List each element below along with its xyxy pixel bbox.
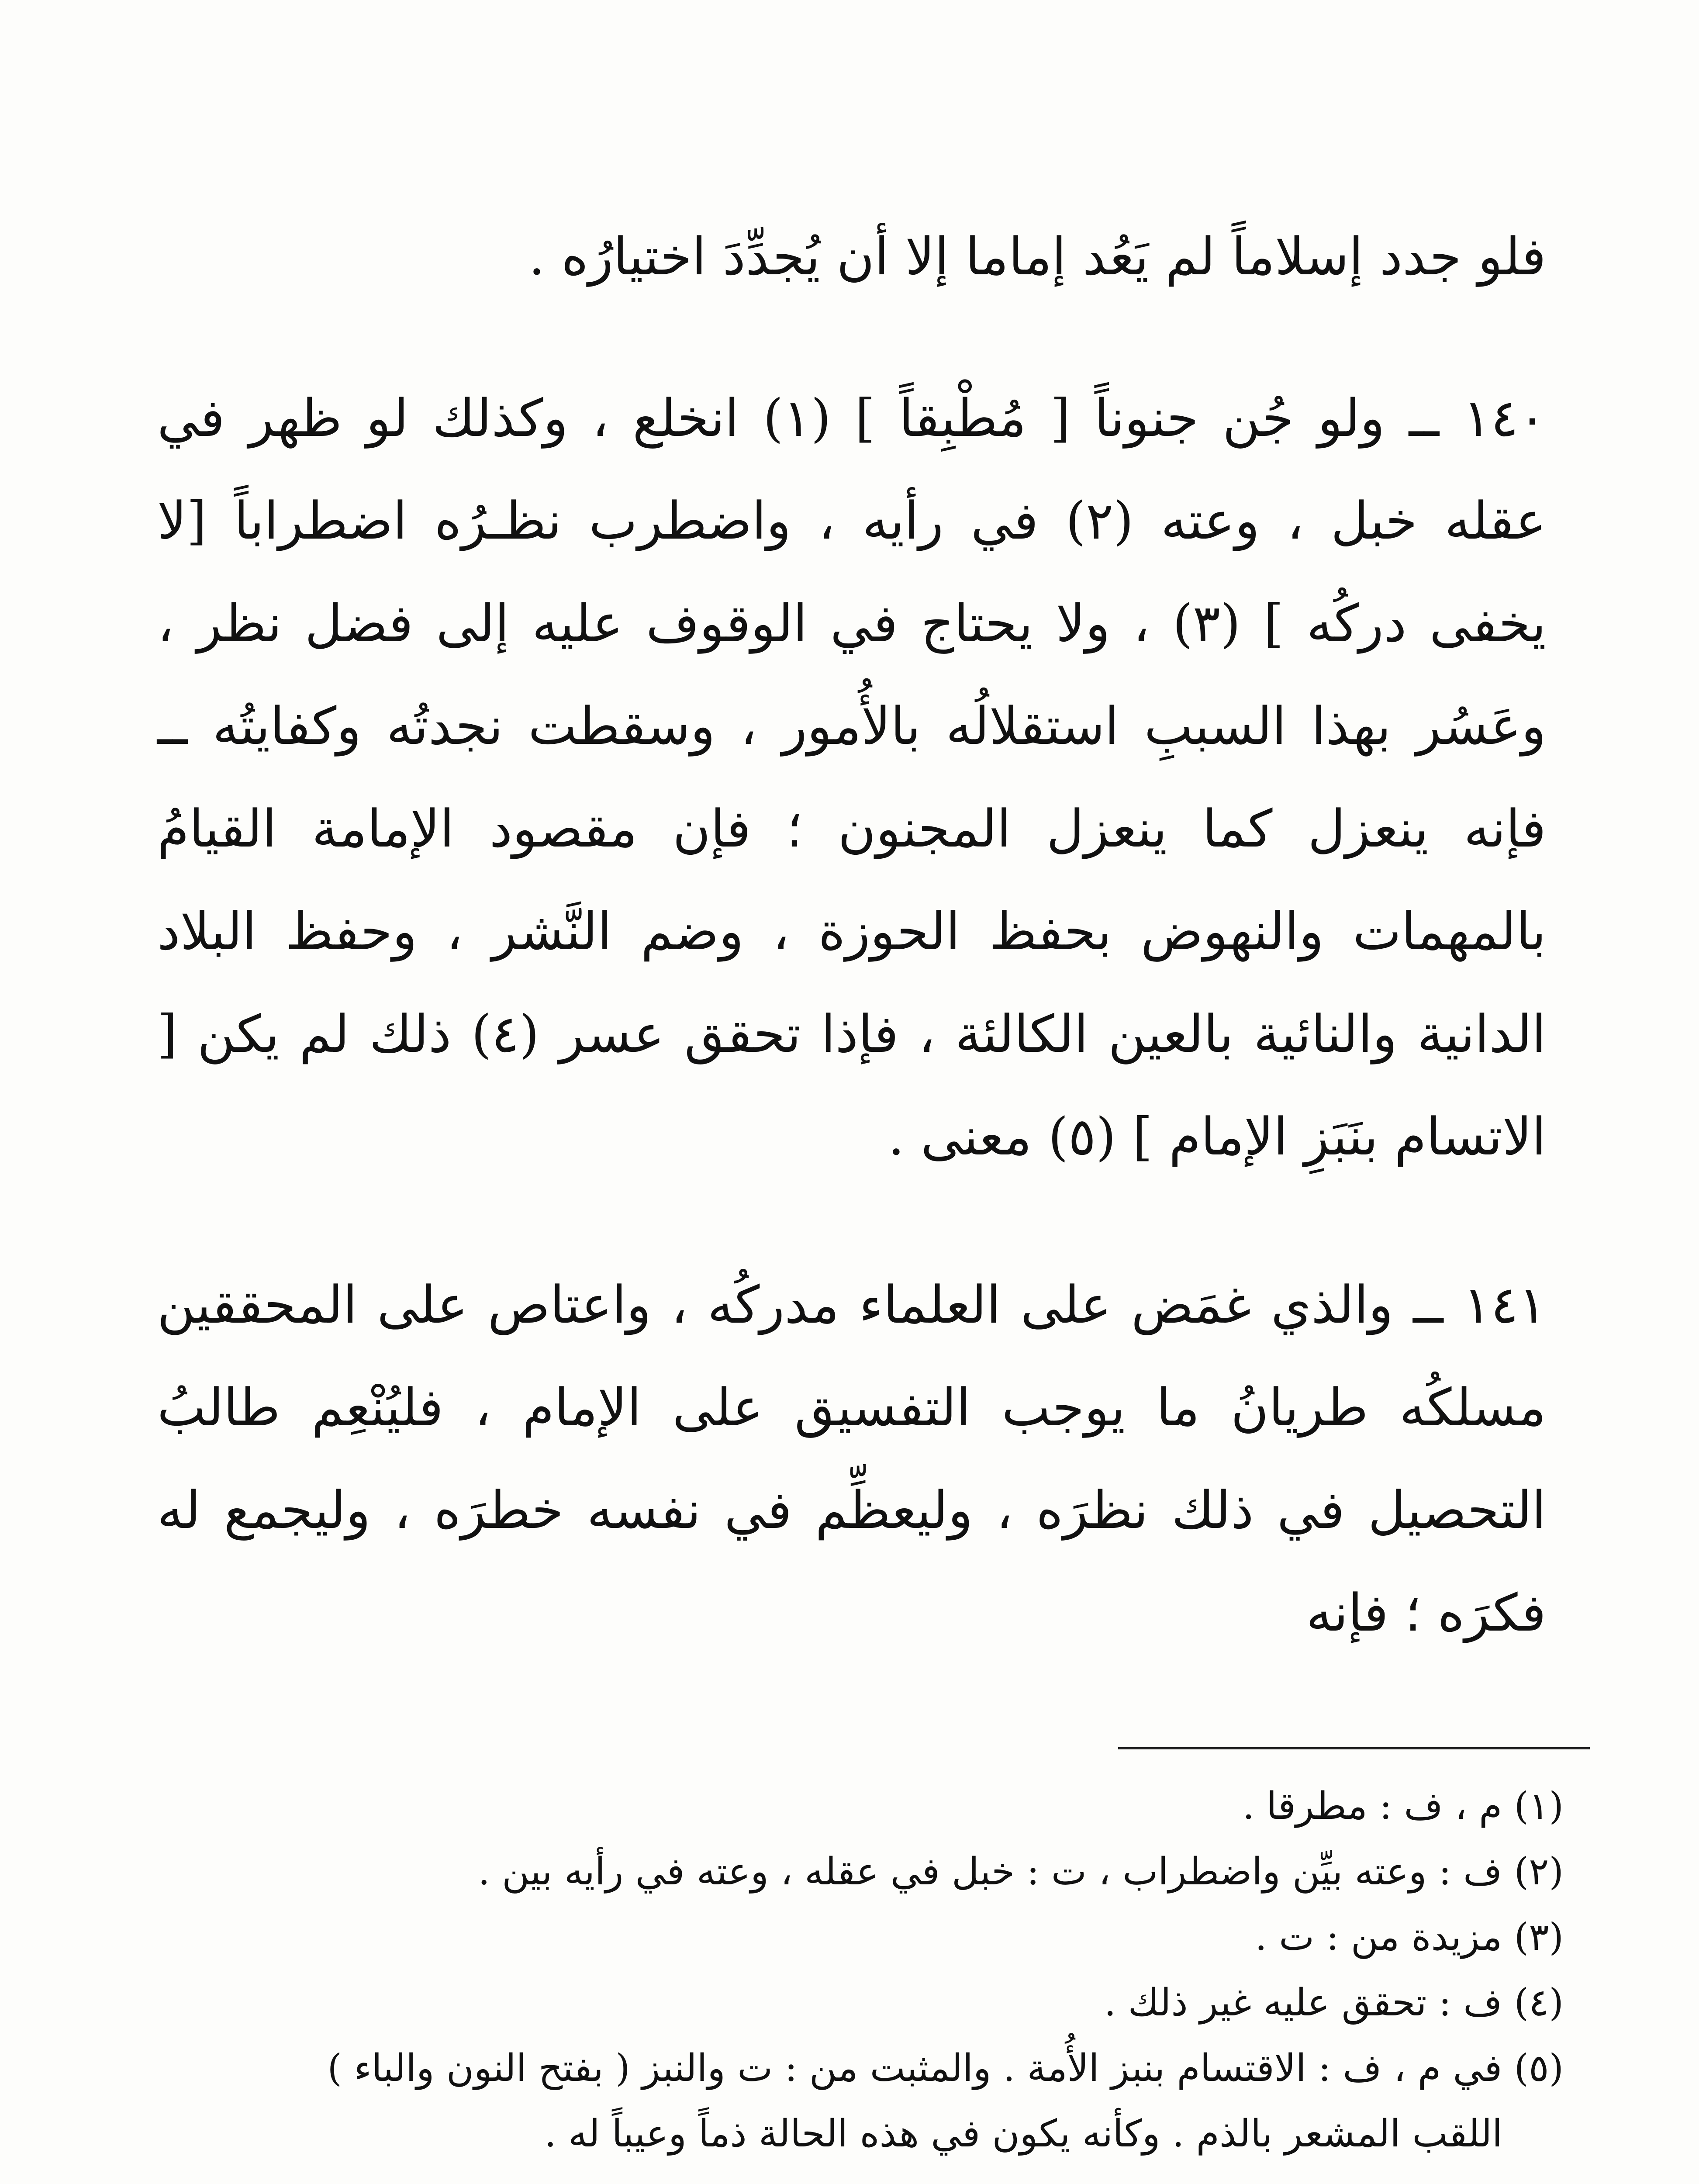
- footnote-1: (١) م ، ف : مطرقا .: [1242, 1784, 1564, 1828]
- footnote-divider: [1118, 1747, 1590, 1749]
- footnotes-list: [175, 1773, 1564, 2167]
- footnote-5-continuation: اللقب المشعر بالذم . وكأنه يكون في هذه الحالة ذماً وعيباً له .: [544, 2112, 1502, 2156]
- paragraph-text: ١٤١ ــ والذي غمَض على العلماء مدركُه ، واعتاص على المحققين مسلكُه طريانُ ما يوجب التفسيق على الإمام ، فليُنْعِم طالبُ التحصيل في ذلك نظرَه ، وليعظِّم في نفسه خطرَه ، وليجمع له فكرَه ؛ فإنه: [157, 1275, 1546, 1643]
- footnote-2: (٢) ف : وعته بيِّن واضطراب ، ت : خبل في عقله ، وعته في رأيه بين .: [478, 1850, 1564, 1894]
- paragraph-continuation: [157, 205, 1546, 308]
- paragraph-text: ١٤٠ ــ ولو جُن جنوناً [ مُطْبِقاً ] (١) انخلع ، وكذلك لو ظهر في عقله خبل ، وعته (٢) في رأيه ، واضطرب نظـرُه اضطراباً [لا يخفى دركُه ] (٣) ، ولا يحتاج في الوقوف عليه إلى فضل نظر ، وعَسُر بهذا السببِ استقلالُه بالأُمور ، وسقطت نجدتُه وكفايتُه ــ فإنه ينعزل كما ينعزل المجنون ؛ فإن مقصود الإمامة القيامُ بالمهمات والنهوض بحفظ الحوزة ، وضم النَّشر ، وحفظ البلاد الدانية والنائية بالعين الكالئة ، فإذا تحقق عسر (٤) ذلك لم يكن [ الاتسام بنَبَزِ الإمام ] (٥) معنى .: [157, 388, 1547, 1167]
- footnote-3: (٣) مزيدة من : ت .: [1255, 1915, 1564, 1959]
- paragraph-140: [157, 367, 1546, 1188]
- paragraph-text: فلو جدد إسلاماً لم يَعُد إماما إلا أن يُجدِّدَ اختيارُه .: [528, 226, 1546, 287]
- footnote-4: (٤) ف : تحقق عليه غير ذلك .: [1104, 1981, 1564, 2025]
- footnote-5: (٥) في م ، ف : الاقتسام بنبز الأُمة . والمثبت من : ت والنبز ( بفتح النون والباء ): [327, 2046, 1564, 2090]
- paragraph-141: [157, 1254, 1546, 1664]
